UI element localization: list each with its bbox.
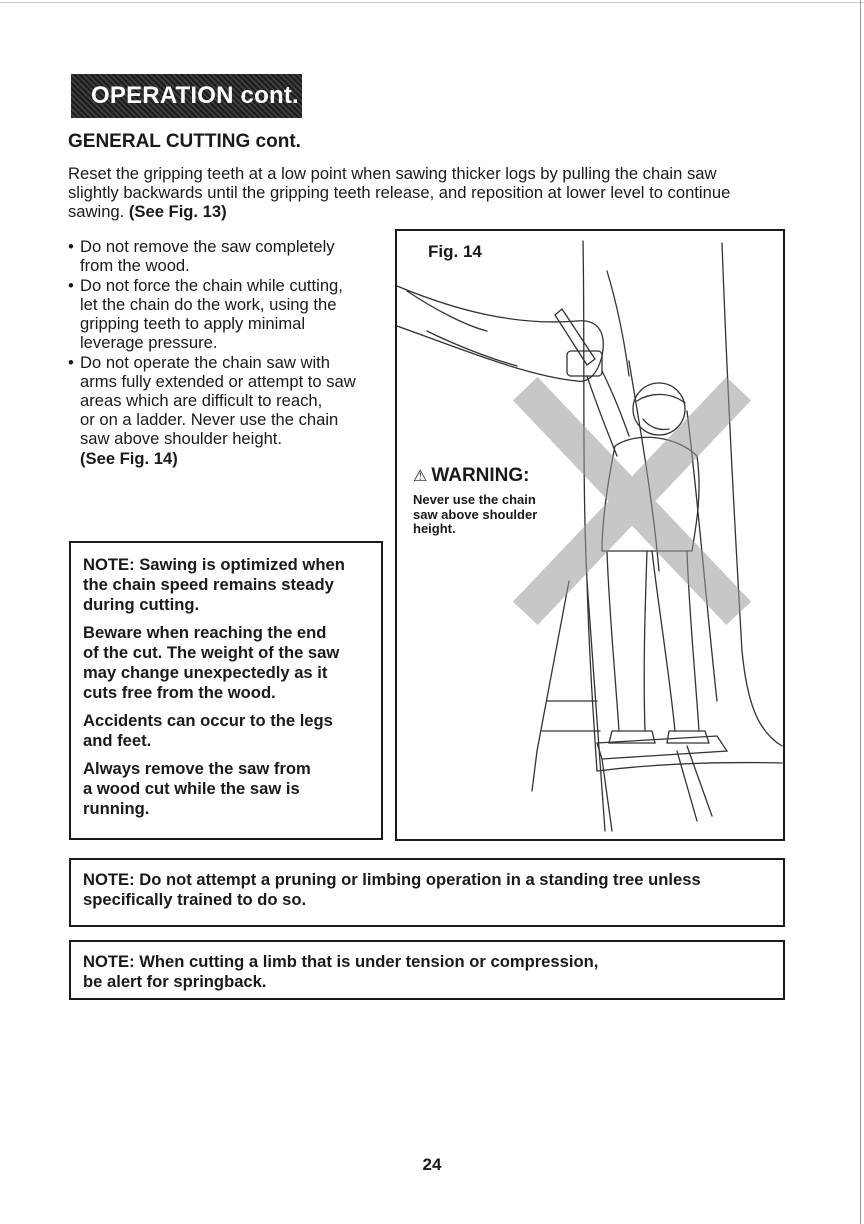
bullet-line: gripping teeth to apply minimal [80, 314, 306, 333]
note-line: running. [83, 799, 150, 818]
section-title: GENERAL CUTTING cont. [68, 131, 301, 152]
figure-label: Fig. 14 [428, 242, 482, 261]
figure-reference: (See Fig. 13) [128, 202, 227, 221]
bullet-line: leverage pressure. [80, 333, 218, 352]
note-line: NOTE: Do not attempt a pruning or limbing operation in a standing tree unless [83, 870, 701, 889]
bullet-line: from the wood. [80, 256, 190, 275]
note-box [69, 940, 785, 1000]
note-paragraph [83, 711, 369, 751]
note-line: specifically trained to do so. [83, 890, 307, 909]
bullet-line: or on a ladder. Never use the chain [80, 410, 339, 429]
bullet-icon: • [68, 237, 74, 256]
warning-line: height. [413, 521, 456, 536]
tree-trunk-edge [722, 243, 782, 746]
note-paragraph [83, 759, 369, 819]
note-line: a wood cut while the saw is [83, 779, 300, 798]
tree-limb-edge [397, 286, 577, 322]
bullet-line: arms fully extended or attempt to saw [80, 372, 356, 391]
note-line: the chain speed remains steady [83, 575, 334, 594]
helmet [633, 383, 685, 435]
list-item [68, 237, 388, 275]
note-box [69, 858, 785, 927]
scan-top-edge [0, 2, 864, 3]
warning-title-text: WARNING: [431, 465, 530, 486]
note-line: may change unexpectedly as it [83, 663, 328, 682]
section-banner: OPERATION cont. [71, 74, 302, 118]
bullet-icon: • [68, 353, 74, 372]
ladder-rail [587, 581, 605, 831]
chainsaw-bar [555, 309, 595, 365]
bullet-line: Do not remove the saw completely [80, 237, 335, 256]
note-line: and feet. [83, 731, 152, 750]
note-line: Accidents can occur to the legs [83, 711, 333, 730]
bullet-line: areas which are difficult to reach, [80, 391, 323, 410]
leg [607, 551, 619, 731]
intro-line [68, 202, 798, 221]
note-line: NOTE: Sawing is optimized when [83, 555, 345, 574]
note-line: of the cut. The weight of the saw [83, 643, 340, 662]
note-paragraph [83, 623, 369, 703]
tree-limb-edge [397, 326, 577, 381]
bullet-line: Do not operate the chain saw with [80, 353, 330, 372]
intro-line: slightly backwards until the gripping teeth release, and reposition at lower level to continue [68, 183, 731, 202]
warning-line: saw above shoulder [413, 506, 538, 522]
scan-right-edge [860, 0, 861, 1224]
list-item [68, 276, 388, 352]
note-line: be alert for springback. [83, 972, 267, 991]
page-number: 24 [422, 1155, 442, 1174]
warning-triangle-icon: ⚠ [413, 468, 428, 485]
note-line: Always remove the saw from [83, 759, 311, 778]
figure-14-box [395, 229, 785, 841]
bullet-line: saw above shoulder height. [80, 429, 283, 448]
bullet-list [68, 237, 388, 468]
warning-title [413, 465, 530, 487]
figure-reference: (See Fig. 14) [80, 449, 178, 468]
intro-line-text: sawing. [68, 202, 125, 221]
side-note-box [69, 541, 383, 840]
note-paragraph [83, 555, 369, 615]
note-line: NOTE: When cutting a limb that is under tension or compression, [83, 952, 599, 971]
note-line: cuts free from the wood. [83, 683, 276, 702]
note-line: Beware when reaching the end [83, 623, 327, 642]
bullet-icon: • [68, 276, 74, 295]
bullet-line: Do not force the chain while cutting, [80, 276, 343, 295]
bullet-line: let the chain do the work, using the [80, 295, 337, 314]
intro-line: Reset the gripping teeth at a low point when sawing thicker logs by pulling the chain saw [68, 164, 717, 183]
warning-body [413, 493, 573, 537]
note-line: during cutting. [83, 595, 200, 614]
warning-line: Never use the chain [413, 492, 536, 507]
leg [652, 551, 675, 731]
intro-paragraph [68, 164, 798, 221]
list-item [68, 353, 388, 448]
